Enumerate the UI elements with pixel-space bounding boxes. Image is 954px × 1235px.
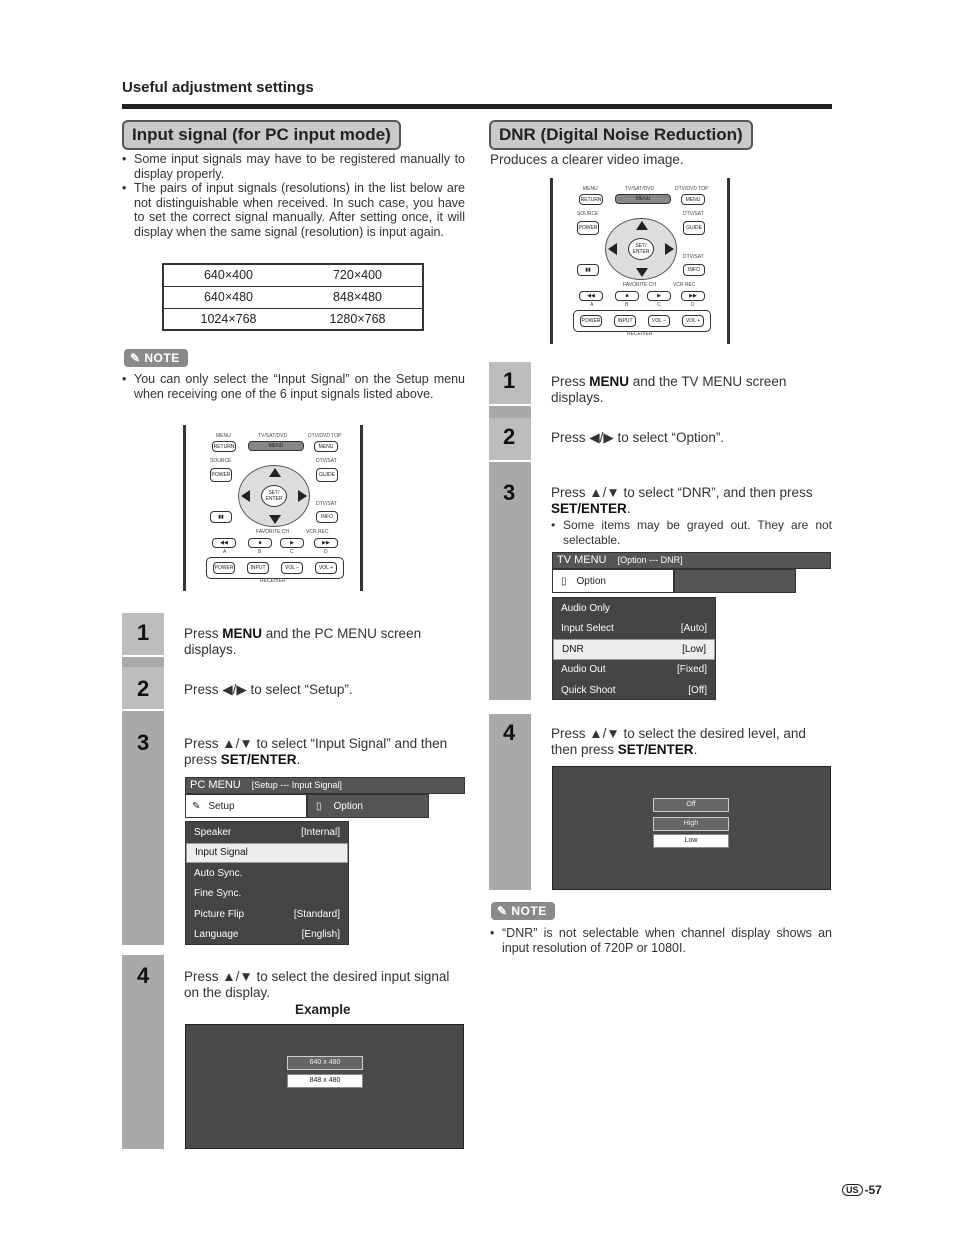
receiver-panel bbox=[573, 310, 711, 332]
menu-item[interactable]: Audio Out [Fixed] bbox=[561, 664, 707, 676]
remote-label: TV/SAT/DVD bbox=[258, 433, 288, 439]
right-arrow-icon bbox=[298, 490, 307, 502]
step-text: Press ▲/▼ to select the desired level, and then press SET/ENTER. bbox=[551, 726, 806, 757]
menu-item[interactable]: Input Select [Auto] bbox=[561, 623, 707, 635]
pc-menu-bar bbox=[185, 777, 465, 794]
remote-label: VCR REC bbox=[673, 282, 696, 288]
region-badge: US bbox=[842, 1184, 863, 1196]
note-text: • “DNR” is not selectable when channel display shows an input resolution of 720P or 1080I. bbox=[490, 926, 832, 955]
menu-title: PC MENU bbox=[190, 779, 241, 791]
menu-button: MENU bbox=[248, 441, 304, 451]
remote-label: DTV/DVD TOP bbox=[308, 433, 342, 439]
remote-label: MENU bbox=[583, 186, 598, 192]
step-number: 3 bbox=[503, 480, 516, 505]
section-heading: Useful adjustment settings bbox=[122, 79, 314, 96]
menu-path: [Option --- DNR] bbox=[617, 555, 683, 565]
step-number: 4 bbox=[137, 963, 150, 988]
step-text: Press MENU and the PC MENU screen displays. bbox=[184, 626, 422, 657]
forward-icon: ▶▶ bbox=[681, 291, 705, 301]
menu-button-2: MENU bbox=[314, 441, 338, 452]
tab-option[interactable] bbox=[552, 569, 674, 593]
remote-label: DTV/SAT bbox=[683, 254, 704, 260]
remote-label: SOURCE bbox=[577, 211, 599, 217]
forward-icon: ▶▶ bbox=[314, 538, 338, 548]
option-item[interactable]: High bbox=[653, 817, 729, 831]
set-enter-button: SET/ ENTER bbox=[261, 485, 287, 507]
vol-up-button: VOL + bbox=[315, 562, 337, 574]
menu-item-selected[interactable]: Input Signal bbox=[186, 843, 348, 864]
remote-label: A bbox=[590, 302, 594, 308]
vol-down-button: VOL – bbox=[281, 562, 303, 574]
dpad bbox=[238, 465, 310, 527]
receiver-power-button: POWER bbox=[580, 315, 602, 327]
step-number: 2 bbox=[137, 676, 150, 701]
step-bar-right bbox=[489, 362, 531, 700]
bullet-item: • Some items may be grayed out. They are not selectable. bbox=[551, 518, 832, 547]
note-label: NOTE bbox=[144, 351, 180, 365]
note-text: • You can only select the “Input Signal” on the Setup menu when receiving one of the 6 input signals listed above. bbox=[122, 372, 465, 401]
power-button: POWER bbox=[577, 221, 599, 235]
note-label: NOTE bbox=[511, 904, 547, 918]
option-item-selected[interactable]: Low bbox=[653, 834, 729, 848]
up-arrow-icon bbox=[269, 468, 281, 477]
left-note bbox=[122, 372, 465, 401]
tab-empty bbox=[674, 569, 796, 593]
down-arrow-icon bbox=[636, 268, 648, 277]
table-cell: 1280×768 bbox=[293, 308, 423, 330]
guide-button: GUIDE bbox=[316, 468, 338, 482]
input-button: INPUT bbox=[247, 562, 269, 574]
option-icon: ▯ bbox=[561, 575, 567, 587]
remote-label: D bbox=[691, 302, 695, 308]
example-label: Example bbox=[295, 1002, 351, 1017]
remote-illustration bbox=[183, 425, 363, 591]
table-cell: 1024×768 bbox=[163, 308, 293, 330]
left-arrow-icon bbox=[608, 243, 617, 255]
step-text: Press ▲/▼ to select the desired input signal on the display. bbox=[184, 969, 450, 1000]
menu-item[interactable]: Audio Only bbox=[561, 602, 610, 614]
example-screen bbox=[185, 1024, 464, 1149]
power-button: POWER bbox=[210, 468, 232, 482]
left-title: Input signal (for PC input mode) bbox=[122, 120, 401, 150]
note-badge bbox=[124, 349, 188, 367]
remote-label: FAVORITE CH bbox=[256, 529, 289, 535]
remote-label: SOURCE bbox=[210, 458, 232, 464]
right-title: DNR (Digital Noise Reduction) bbox=[489, 120, 753, 150]
remote-label: DTV/DVD TOP bbox=[675, 186, 709, 192]
remote-label: B bbox=[625, 302, 629, 308]
step-number: 1 bbox=[137, 620, 150, 645]
remote-label: C bbox=[290, 549, 294, 555]
pc-menu-list bbox=[185, 821, 349, 945]
right-note bbox=[490, 926, 832, 955]
play-icon: ▶ bbox=[647, 291, 671, 301]
down-arrow-icon bbox=[269, 515, 281, 524]
option-icon: ▯ bbox=[316, 800, 322, 812]
pencil-icon: ✎ bbox=[130, 351, 145, 365]
stop-icon: ■ bbox=[248, 538, 272, 548]
table-cell: 640×480 bbox=[163, 286, 293, 308]
step-text: Press ▲/▼ to select “DNR”, and then press SET/ENTER. bbox=[551, 485, 813, 516]
receiver-power-button: POWER bbox=[213, 562, 235, 574]
step-text: Press MENU and the TV MENU screen displays. bbox=[551, 374, 787, 405]
remote-label: MENU bbox=[216, 433, 231, 439]
left-bullets bbox=[122, 152, 465, 239]
menu-button: MENU bbox=[615, 194, 671, 204]
step-number: 1 bbox=[503, 368, 516, 393]
remote-label: DTV/SAT bbox=[316, 501, 337, 507]
left-arrow-icon bbox=[241, 490, 250, 502]
table-cell: 848×480 bbox=[293, 286, 423, 308]
table-cell: 720×400 bbox=[293, 264, 423, 286]
step-text: Press ◀/▶ to select “Setup”. bbox=[184, 682, 353, 697]
return-button: RETURN bbox=[212, 441, 236, 452]
bullet-item: • Some input signals may have to be registered manually to display properly. bbox=[122, 152, 465, 181]
right-arrow-icon bbox=[665, 243, 674, 255]
page-number bbox=[842, 1183, 882, 1197]
up-arrow-icon bbox=[636, 221, 648, 230]
stop-icon: ■ bbox=[615, 291, 639, 301]
header-rule bbox=[122, 104, 832, 109]
pause-button: ▮▮ bbox=[210, 511, 232, 523]
remote-label: RECEIVER bbox=[627, 331, 653, 337]
option-item[interactable]: Off bbox=[653, 798, 729, 812]
remote-label: RECEIVER bbox=[260, 578, 286, 584]
rewind-icon: ◀◀ bbox=[212, 538, 236, 548]
set-enter-button: SET/ ENTER bbox=[628, 238, 654, 260]
pause-button: ▮▮ bbox=[577, 264, 599, 276]
tab-label: Option bbox=[576, 575, 606, 587]
step3-bullet bbox=[551, 518, 832, 547]
remote-label: A bbox=[223, 549, 227, 555]
level-screen bbox=[552, 766, 831, 890]
guide-button: GUIDE bbox=[683, 221, 705, 235]
step-number: 3 bbox=[137, 730, 150, 755]
dpad bbox=[605, 218, 677, 280]
remote-label: C bbox=[657, 302, 661, 308]
menu-path: [Setup --- Input Signal] bbox=[251, 780, 342, 790]
menu-title: TV MENU bbox=[557, 554, 607, 566]
vol-down-button: VOL – bbox=[648, 315, 670, 327]
resolution-table bbox=[162, 263, 424, 331]
page-num: -57 bbox=[864, 1183, 882, 1197]
setup-icon: ✎ bbox=[192, 800, 201, 812]
table-cell: 640×400 bbox=[163, 264, 293, 286]
note-badge bbox=[491, 902, 555, 920]
remote-label: B bbox=[258, 549, 262, 555]
pencil-icon: ✎ bbox=[497, 904, 512, 918]
play-icon: ▶ bbox=[280, 538, 304, 548]
remote-label: DTV/SAT bbox=[683, 211, 704, 217]
option-item[interactable]: 640 x 480 bbox=[287, 1056, 363, 1070]
step-text: Press ▲/▼ to select “Input Signal” and then press SET/ENTER. bbox=[184, 736, 448, 767]
receiver-panel bbox=[206, 557, 344, 579]
bullet-item: • The pairs of input signals (resolutions) in the list below are not distinguishable when received. In such case, you have to set the correct signal manually. After setting once, it will display when the same signal (resolution) is input again. bbox=[122, 181, 465, 239]
option-item-selected[interactable]: 848 x 480 bbox=[287, 1074, 363, 1088]
tv-menu-bar bbox=[552, 552, 831, 569]
menu-item[interactable]: Auto Sync. bbox=[194, 867, 243, 879]
input-button: INPUT bbox=[614, 315, 636, 327]
menu-item[interactable]: Quick Shoot [Off] bbox=[561, 684, 707, 696]
menu-item[interactable]: Language [English] bbox=[194, 929, 340, 941]
step-bar-left bbox=[122, 615, 164, 945]
right-subtitle: Produces a clearer video image. bbox=[490, 152, 684, 167]
remote-label: FAVORITE CH bbox=[623, 282, 656, 288]
tab-setup[interactable] bbox=[185, 794, 307, 818]
remote-label: VCR REC bbox=[306, 529, 329, 535]
step-number: 4 bbox=[503, 720, 516, 745]
step-number: 2 bbox=[503, 424, 516, 449]
remote-label: D bbox=[324, 549, 328, 555]
menu-item-selected[interactable]: DNR [Low] bbox=[553, 639, 715, 660]
vol-up-button: VOL + bbox=[682, 315, 704, 327]
rewind-icon: ◀◀ bbox=[579, 291, 603, 301]
info-button: INFO bbox=[683, 264, 705, 276]
tab-label: Setup bbox=[208, 800, 235, 812]
tab-option[interactable] bbox=[307, 794, 429, 818]
remote-label: DTV/SAT bbox=[316, 458, 337, 464]
menu-item[interactable]: Speaker [Internal] bbox=[194, 826, 340, 838]
return-button: RETURN bbox=[579, 194, 603, 205]
tv-menu-list bbox=[552, 597, 716, 700]
remote-illustration-right bbox=[550, 178, 730, 344]
menu-item[interactable]: Fine Sync. bbox=[194, 888, 242, 900]
tab-label: Option bbox=[333, 800, 363, 812]
menu-button-2: MENU bbox=[681, 194, 705, 205]
info-button: INFO bbox=[316, 511, 338, 523]
remote-label: TV/SAT/DVD bbox=[625, 186, 655, 192]
step-text: Press ◀/▶ to select “Option”. bbox=[551, 430, 725, 445]
menu-item[interactable]: Picture Flip [Standard] bbox=[194, 908, 340, 920]
